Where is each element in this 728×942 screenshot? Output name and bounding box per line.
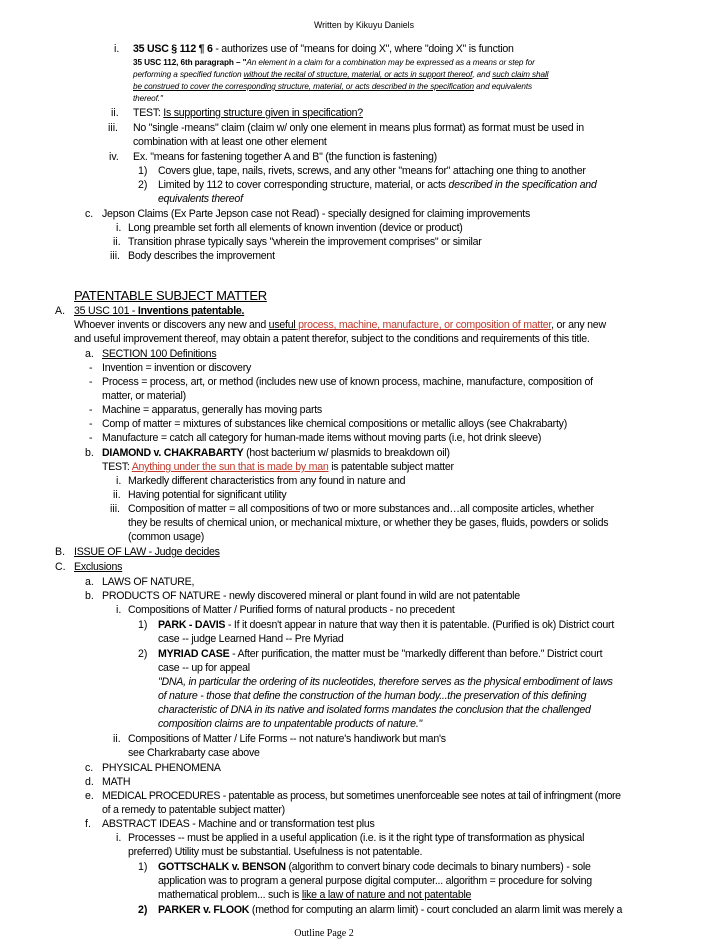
list-item: Compositions of Matter / Purified forms of natural products - no precedent: [128, 604, 455, 616]
list-marker: d.: [85, 776, 94, 788]
definition-process-cont: matter, or material): [102, 390, 186, 402]
exclusion-physical-phenomena: PHYSICAL PHENOMENA: [102, 762, 221, 774]
dash-marker: -: [89, 418, 93, 430]
list-item-preamble: Long preamble set forth all elements of known invention (device or product): [128, 222, 463, 234]
list-marker: c.: [85, 208, 94, 220]
list-item-continuation: preferred) Utility must be substantial. Usefulness is not patentable.: [128, 846, 423, 858]
statute-title: 35 USC 101 - Inventions patentable.: [74, 305, 245, 317]
list-marker: ii.: [113, 733, 121, 745]
list-marker: 1): [138, 619, 148, 631]
list-marker: 2): [138, 179, 148, 191]
page-footer: Outline Page 2: [294, 928, 354, 939]
list-item-continuation: see Charkrabarty case above: [128, 747, 260, 759]
list-marker: i.: [116, 475, 122, 487]
myriad-quote: composition claims are to unpatentable products of nature.": [158, 718, 423, 730]
issue-of-law: ISSUE OF LAW - Judge decides: [74, 546, 220, 558]
list-item: Having potential for significant utility: [128, 489, 287, 501]
list-marker: b.: [85, 590, 94, 602]
statute-quote-line: thereof.": [133, 94, 163, 103]
list-marker: ii.: [111, 107, 119, 119]
case-gottschalk: GOTTSCHALK v. BENSON (algorithm to convert binary code decimals to binary numbers) - sole: [158, 861, 591, 873]
list-marker: e.: [85, 790, 94, 802]
list-marker: i.: [116, 604, 122, 616]
list-item-jepson: Jepson Claims (Ex Parte Jepson case not Read) - specially designed for claiming improvements: [102, 208, 531, 220]
list-item-continuation: case -- judge Learned Hand -- Pre Myriad: [158, 633, 344, 645]
list-item-continuation: they be results of chemical union, or mechanical mixture, or whether they be gases, fluids, powders or solids: [128, 517, 609, 529]
list-item-covers: Covers glue, tape, nails, rivets, screws, and any other "means for" attaching one thing to another: [158, 165, 586, 177]
list-marker: i.: [116, 832, 122, 844]
list-item-112-6: 35 USC § 112 ¶ 6 - authorizes use of "means for doing X", where "doing X" is function: [133, 43, 514, 55]
list-marker: 2): [138, 904, 148, 916]
list-item-continuation: (common usage): [128, 531, 204, 543]
definitions-title: SECTION 100 Definitions: [102, 348, 217, 360]
case-chakrabarty: DIAMOND v. CHAKRABARTY (host bacterium w/ plasmids to breakdown oil): [102, 447, 450, 459]
list-marker: c.: [85, 762, 94, 774]
list-item: Processes -- must be applied in a useful application (i.e. is it the right type of transformation as physical: [128, 832, 585, 844]
list-item: Markedly different characteristics from any found in nature and: [128, 475, 406, 487]
statute-quote-line: be construed to cover the corresponding structure, material, or acts described in the specification and equivalents: [133, 82, 533, 91]
exclusion-medical-procedures: MEDICAL PROCEDURES - patentable as process, but sometimes unenforceable see notes at tail of infringment (more: [102, 790, 621, 802]
exclusion-products-of-nature: PRODUCTS OF NATURE - newly discovered mineral or plant found in wild are not patentable: [102, 590, 520, 602]
list-item-continuation: case -- up for appeal: [158, 662, 250, 674]
list-marker: i.: [116, 222, 122, 234]
myriad-quote: characteristic of DNA in its native and isolated forms mandates the conclusion that the challenged: [158, 704, 591, 716]
exclusion-math: MATH: [102, 776, 131, 788]
dash-marker: -: [89, 362, 93, 374]
case-flook: PARKER v. FLOOK (method for computing an alarm limit) - court concluded an alarm limit was merely a: [158, 904, 623, 916]
list-item-single-means: No "single -means" claim (claim w/ only one element in means plus format) as format must be used in: [133, 122, 584, 134]
list-item: Composition of matter = all compositions of two or more substances and…all composite articles, whether: [128, 503, 594, 515]
list-marker: C.: [55, 561, 66, 573]
list-item-continuation: of a remedy to patentable subject matter): [102, 804, 285, 816]
exclusion-laws-of-nature: LAWS OF NATURE,: [102, 576, 195, 588]
exclusions-title: Exclusions: [74, 561, 123, 573]
list-item-continuation: application was to program a general purpose digital computer... algorithm = procedure for solving: [158, 875, 592, 887]
list-marker: B.: [55, 546, 66, 558]
list-item-continuation: combination with at least one other element: [133, 136, 327, 148]
statute-text: and useful improvement thereof, may obtain a patent therefor, subject to the conditions and requirements of this title.: [74, 333, 590, 345]
list-item-test: TEST: Is supporting structure given in specification?: [133, 107, 363, 119]
list-marker: f.: [85, 818, 91, 830]
list-item-body: Body describes the improvement: [128, 250, 275, 262]
list-marker: 1): [138, 165, 148, 177]
list-item-limited: Limited by 112 to cover corresponding structure, material, or acts described in the specification and: [158, 179, 597, 191]
chakrabarty-test: TEST: Anything under the sun that is made by man is patentable subject matter: [102, 461, 454, 473]
definition-invention: Invention = invention or discovery: [102, 362, 252, 374]
list-marker: ii.: [113, 236, 121, 248]
list-marker: iii.: [110, 503, 121, 515]
list-item-example: Ex. "means for fastening together A and B" (the function is fastening): [133, 151, 437, 163]
list-item-transition: Transition phrase typically says "wherein the improvement comprises" or similar: [128, 236, 482, 248]
list-item-continuation: equivalents thereof: [158, 193, 243, 205]
list-item: Compositions of Matter / Life Forms -- not nature's handiwork but man's: [128, 733, 446, 745]
definition-comp-of-matter: Comp of matter = mixtures of substances like chemical compositions or metallic alloys (see Chakrabarty): [102, 418, 567, 430]
statute-text: Whoever invents or discovers any new and useful process, machine, manufacture, or composition of matter, or any new: [74, 319, 606, 331]
list-marker: 2): [138, 648, 148, 660]
page-header: Written by Kikuyu Daniels: [313, 20, 415, 30]
definition-machine: Machine = apparatus, generally has moving parts: [102, 404, 322, 416]
dash-marker: -: [89, 376, 93, 388]
myriad-quote: of nature - those that define the construction of the human body...the preservation of this defining: [158, 690, 587, 702]
dash-marker: -: [89, 432, 93, 444]
definition-process: Process = process, art, or method (includes new use of known process, machine, manufacture, composition of: [102, 376, 593, 388]
dash-marker: -: [89, 404, 93, 416]
list-marker: a.: [85, 348, 94, 360]
list-marker: b.: [85, 447, 94, 459]
definition-manufacture: Manufacture = catch all category for human-made items without moving parts (i.e, hot drink sleeve): [102, 432, 542, 444]
list-marker: A.: [55, 305, 66, 317]
case-park-davis: PARK - DAVIS - If it doesn't appear in nature that way then it is patentable. (Purified is ok) District court: [158, 619, 615, 631]
list-marker: i.: [114, 43, 120, 55]
list-item-continuation: mathematical problem... such is like a law of nature and not patentable: [158, 889, 472, 901]
case-myriad: MYRIAD CASE - After purification, the matter must be "markedly different than before." District court: [158, 648, 603, 660]
statute-quote-line: performing a specified function without the recital of structure, material, or acts in support thereof, and such claim shall: [133, 70, 549, 79]
section-heading: PATENTABLE SUBJECT MATTER: [74, 288, 267, 303]
exclusion-abstract-ideas: ABSTRACT IDEAS - Machine and or transformation test plus: [102, 818, 375, 830]
list-marker: 1): [138, 861, 148, 873]
list-marker: a.: [85, 576, 94, 588]
list-marker: iii.: [110, 250, 121, 262]
list-marker: iv.: [109, 151, 119, 163]
list-marker: ii.: [113, 489, 121, 501]
list-marker: iii.: [108, 122, 119, 134]
statute-quote-line: 35 USC 112, 6th paragraph – "An element in a claim for a combination may be expressed as a means or step for: [133, 58, 535, 67]
myriad-quote: "DNA, in particular the ordering of its nucleotides, therefore serves as the physical embodiment of laws: [158, 676, 613, 688]
